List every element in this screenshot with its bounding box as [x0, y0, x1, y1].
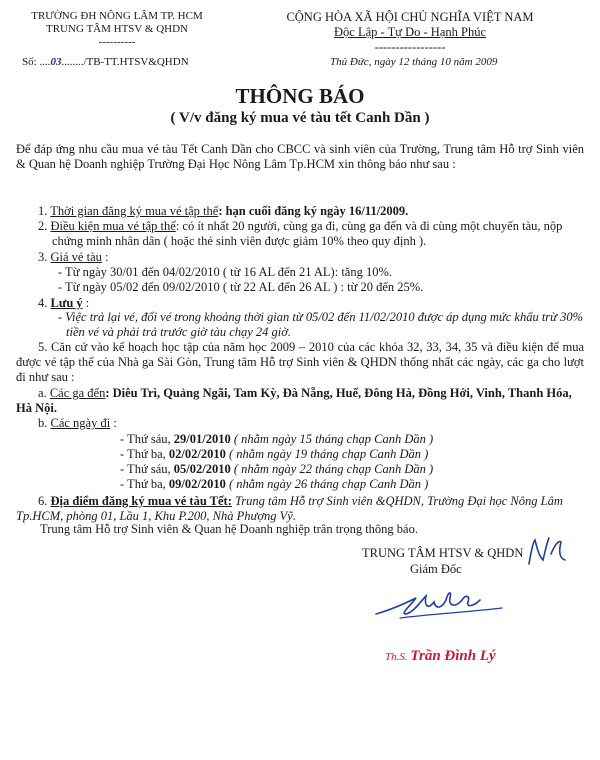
intro-paragraph: Để đáp ứng nhu cầu mua vé tàu Tết Canh Dần cho CBCC và sinh viên của Trường, Trung tâm Hỗ trợ Sinh viên & Quan hệ Doanh nghiệp Trường Đại Học Nông Lâm Tp.HCM xin thông báo như sau :	[16, 142, 584, 171]
item-4-text: - Việc trả lại vé, đổi vé trong khoảng thời gian từ 05/02 đến 11/02/2010 được áp dụng mức khấu trừ 30% tiền vé và phải trả trước giờ tàu chạy 24 giờ.	[58, 310, 584, 339]
initials-mark	[525, 534, 575, 570]
signature-role: Giám Đốc	[410, 562, 462, 576]
item-4	[38, 296, 583, 311]
item-1-label: Thời gian đăng ký mua vé tập thể	[50, 204, 219, 218]
date-row	[120, 462, 580, 477]
item-4-number: 4.	[38, 296, 48, 310]
date-note: ( nhằm ngày 15 tháng chạp Canh Dần )	[230, 432, 434, 446]
date-row	[120, 477, 580, 492]
national-motto-block	[240, 10, 580, 55]
handwritten-signature	[370, 584, 510, 624]
ref-suffix: ......../TB-TT.HTSV&QHDN	[61, 56, 189, 68]
item-5a-prefix: a.	[38, 386, 47, 400]
issuer-block	[22, 10, 212, 49]
item-1-number: 1.	[38, 204, 48, 218]
date-row	[120, 432, 580, 447]
item-5b-label: Các ngày đi	[50, 416, 111, 430]
university-name: TRƯỜNG ĐH NÔNG LÂM TP. HCM	[31, 10, 203, 22]
signer-name	[385, 648, 496, 665]
item-5a	[16, 386, 584, 416]
date-day: - Thứ ba,	[120, 447, 169, 461]
item-3-number: 3.	[38, 250, 48, 264]
item-5b	[38, 416, 583, 431]
reference-number	[22, 56, 189, 68]
ref-prefix: Số: ....	[22, 56, 51, 68]
item-3-colon: :	[101, 250, 109, 264]
header-right-separator: -----------------	[374, 40, 446, 54]
item-2-number: 2.	[38, 219, 48, 233]
item-2-label: Điều kiện mua vé tập thể	[50, 219, 176, 233]
center-name: TRUNG TÂM HTSV & QHDN	[46, 23, 188, 35]
signer-prefix: Th.S.	[385, 651, 408, 663]
item-4-colon: :	[82, 296, 90, 310]
item-2	[38, 219, 583, 249]
date-row	[120, 447, 580, 462]
date-day: - Thứ sáu,	[120, 432, 174, 446]
date-day: - Thứ ba,	[120, 477, 169, 491]
signature-org: TRUNG TÂM HTSV & QHDN	[362, 546, 524, 560]
date-note: ( nhằm ngày 22 tháng chạp Canh Dần )	[230, 462, 434, 476]
motto: Độc Lập - Tự Do - Hạnh Phúc	[334, 25, 486, 39]
price-line-2: - Từ ngày 05/02 đến 09/02/2010 ( từ 22 AL đến 26 AL ) : từ 20 đến 25%.	[58, 280, 424, 294]
item-3-label: Giá vé tàu	[50, 250, 102, 264]
date-note: ( nhằm ngày 19 tháng chạp Canh Dần )	[225, 447, 429, 461]
item-3	[38, 250, 583, 265]
date-value: 09/02/2010	[168, 477, 226, 491]
item-6-number: 6.	[38, 494, 48, 508]
place-date: Thủ Đức, ngày 12 tháng 10 năm 2009	[330, 56, 498, 68]
item-5b-colon: :	[110, 416, 117, 430]
document-subtitle: ( V/v đăng ký mua vé tàu tết Canh Dần )	[170, 110, 430, 126]
item-6	[16, 494, 584, 524]
ref-number: 03	[50, 56, 62, 68]
country-name: CỘNG HÒA XÃ HỘI CHỦ NGHĨA VIỆT NAM	[286, 10, 534, 24]
date-value: 02/02/2010	[168, 447, 226, 461]
item-4-label: Lưu ý	[50, 296, 83, 310]
item-5a-label: Các ga đến	[49, 386, 106, 400]
date-value: 29/01/2010	[173, 432, 231, 446]
item-6-text: Trung tâm Hỗ trợ Sinh viên &QHDN, Trường Đại học Nông Lâm Tp.HCM, phòng 01, Lầu 1, Khu P.200, Nhà Phượng Vỹ.	[16, 494, 563, 523]
item-6-label: Địa điểm đăng ký mua vé tàu Tết:	[50, 494, 232, 508]
date-value: 05/02/2010	[173, 462, 231, 476]
item-5a-text: : Diêu Trì, Quảng Ngãi, Tam Kỳ, Đà Nẵng, Huế, Đông Hà, Đồng Hới, Vinh, Thanh Hóa, Hà Nội.	[16, 386, 572, 415]
item-1-text: : hạn cuối đăng ký ngày 16/11/2009.	[218, 204, 409, 218]
price-line-1: - Từ ngày 30/01 đến 04/02/2010 ( từ 16 AL đến 21 AL): tăng 10%.	[58, 265, 392, 279]
closing-line: Trung tâm Hỗ trợ Sinh viên & Quan hệ Doanh nghiệp trân trọng thông báo.	[40, 522, 418, 536]
date-day: - Thứ sáu,	[120, 462, 174, 476]
item-5-text: 5. Căn cứ vào kế hoạch học tập của năm học 2009 – 2010 của các khóa 32, 33, 34, 35 và điều kiện để mua được vé tập thể của Nhà ga Sài Gòn, Trung tâm Hỗ trợ Sinh viên & QHDN thống nhất các ngày, các ga cho lượt đi như sau :	[16, 340, 584, 384]
item-2-text: : có ít nhất 20 người, cùng ga đi, cùng ga đến và đi cùng một chuyến tàu, nộp chứng minh nhân dân ( hoặc thẻ sinh viên được giảm 10% theo quy định ).	[52, 219, 563, 248]
item-1	[38, 204, 583, 219]
date-note: ( nhằm ngày 26 tháng chạp Canh Dần )	[225, 477, 429, 491]
header-left-separator: ----------	[98, 36, 136, 48]
document-title: THÔNG BÁO	[235, 84, 365, 108]
item-5b-prefix: b.	[38, 416, 48, 430]
signer-full-name: Trần Đình Lý	[410, 648, 496, 664]
